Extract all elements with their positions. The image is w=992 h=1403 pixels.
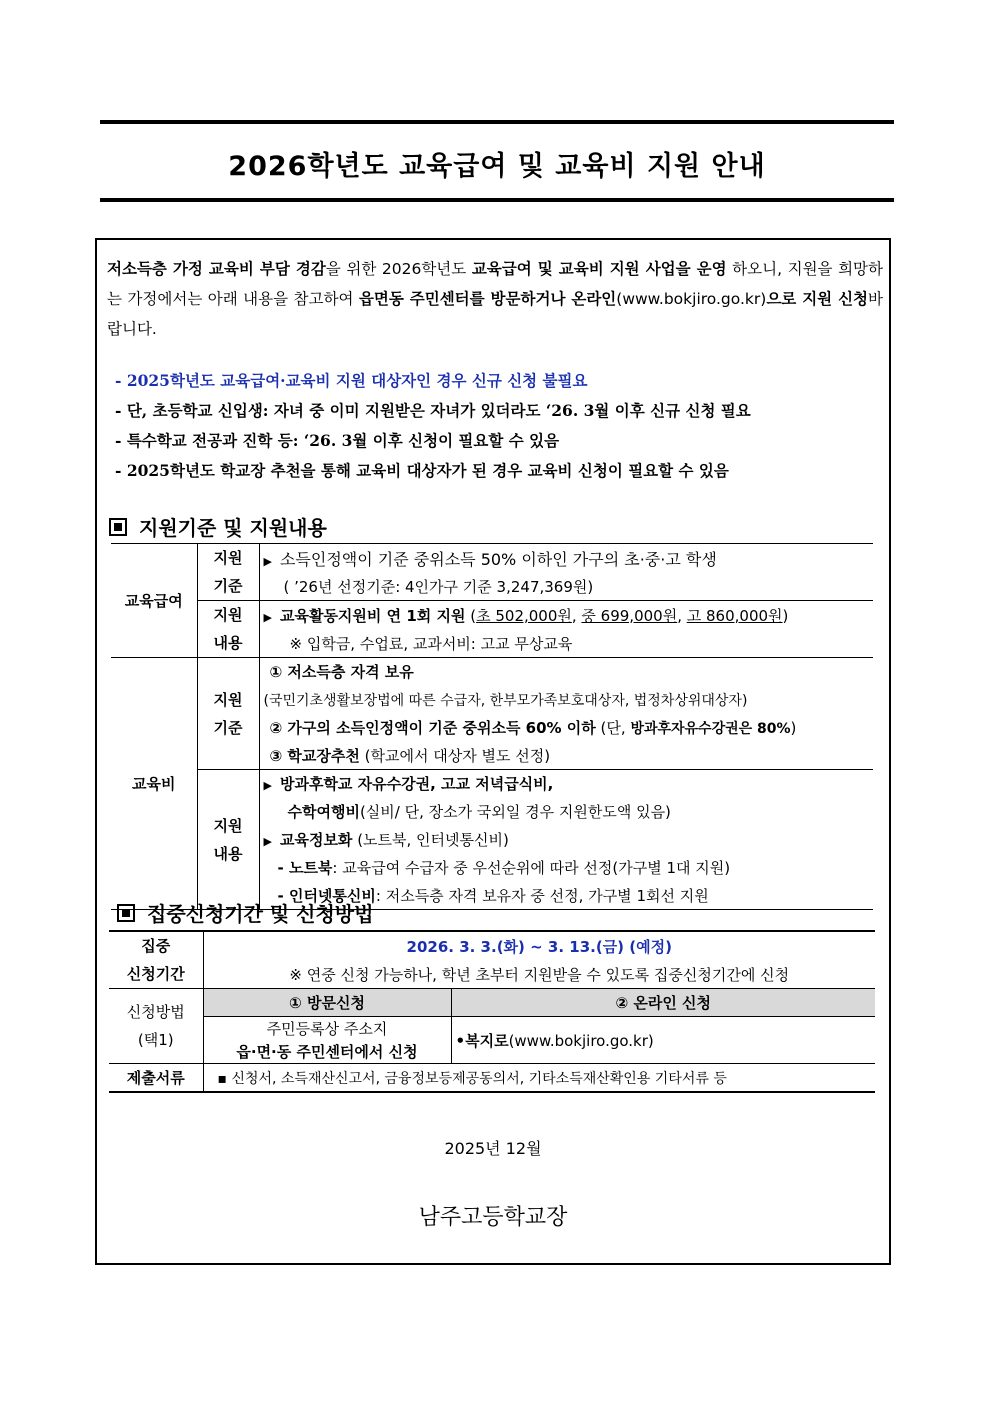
section-title: 지원기준 및 지원내용 [139,516,327,540]
edu-benefit-content-1: ▶ 교육활동지원비 연 1회 지원 (초 502,000원, 중 699,000원, 고 860,000원) [259,601,873,630]
content-bold: 수학여행비 [287,803,360,821]
period-note: ※ 연중 신청 가능하나, 학년 초부터 지원받을 수 있도록 집중신청기간에 신청 [203,960,875,989]
intro-text-1: 을 위한 2026학년도 [325,260,472,278]
online-header: ② 온라인 신청 [451,989,875,1017]
paren: (단, [595,719,631,737]
criteria-bold: 방과후자유수강권은 80% [630,721,791,737]
edu-cost-criteria-1: ① 저소득층 자격 보유 [259,658,873,686]
section-title: 집중신청기간 및 신청방법 [147,902,374,926]
intro-paragraph [107,254,883,344]
edu-cost-criteria-label: 지원 기준 [197,658,259,770]
criteria-table [111,543,873,910]
online-site [451,1017,875,1064]
criteria-text: (학교에서 대상자 별도 선정) [359,746,551,765]
online-url: (www.bokjiro.go.kr) [508,1031,654,1050]
section-heading-apply [117,898,373,927]
note-item: - 2025학년도 학교장 추천을 통해 교육비 대상자가 된 경우 교육비 신청이 필요할 수 있음 [115,461,729,480]
edu-cost-content-2 [259,798,873,826]
docs-list: ▪ 신청서, 소득재산신고서, 금융정보등제공동의서, 기타소득재산확인용 기타서류 등 [203,1064,875,1093]
paren: ( [465,606,477,625]
content-text: 방과후학교 자유수강권, 고교 저녁급식비, [279,775,554,794]
section-heading-criteria [109,512,327,541]
signature: 남주고등학교장 [418,1205,568,1230]
edu-cost-content-4 [259,854,873,882]
intro-text-2: 하오니, 지원을 희망하는 가정에서는 아래 내용을 참고하여 [107,260,884,308]
amount-middle: 중 699,000원 [581,606,678,625]
square-bullet-icon [109,518,127,536]
edu-cost-label: 교육비 [111,658,197,910]
triangle-bullet-icon: ▶ [263,554,272,568]
criteria-bold: ② 가구의 소득인정액이 기준 중위소득 60% 이하 [269,719,596,737]
content-text: : 교육급여 수급자 중 우선순위에 따라 선정(가구별 1대 지원) [332,859,731,877]
content-bold: - 노트북 [277,859,333,877]
visit-header: ① 방문신청 [203,989,451,1017]
intro-bold-1: 저소득층 가정 교육비 부담 경감 [107,260,326,278]
period-label: 집중 신청기간 [109,931,203,989]
triangle-bullet-icon: ▶ [263,779,272,793]
edu-cost-content-3 [259,826,873,854]
content-text: (노트북, 인터넷통신비) [352,831,509,849]
docs-label: 제출서류 [109,1064,203,1093]
title-block [100,120,894,202]
visit-line-2: 읍·면·동 주민센터에서 신청 [203,1039,451,1064]
square-bullet-icon [117,904,135,922]
apply-table [109,930,875,1093]
intro-bold-2: 교육급여 및 교육비 지원 사업을 운영 [471,260,727,278]
triangle-bullet-icon: ▶ [263,610,272,624]
edu-benefit-content-label: 지원 내용 [197,601,259,658]
title-top-rule [100,120,894,124]
content-bold: - 인터넷통신비 [277,886,376,905]
intro-bold-4: 으로 지원 신청 [766,290,869,308]
criteria-text: 소득인정액이 기준 중위소득 50% 이하인 가구의 초·중·고 학생 [279,549,717,569]
triangle-bullet-icon: ▶ [263,835,272,848]
note-item: - 2025학년도 교육급여·교육비 지원 대상자인 경우 신규 신청 불필요 [115,371,588,390]
edu-cost-criteria-4 [259,742,873,770]
notes-list [115,366,751,486]
criteria-bold: ③ 학교장추천 [269,746,360,765]
title-bottom-rule [100,198,894,202]
note-item: - 특수학교 전공과 진학 등: ‘26. 3월 이후 신청이 필요할 수 있음 [115,431,560,450]
paren: ) [790,719,797,737]
edu-benefit-criteria-1 [259,544,873,573]
intro-bold-3: 읍면동 주민센터를 방문하거나 온라인 [358,290,617,308]
online-bold: •복지로 [455,1031,509,1050]
edu-benefit-criteria-label: 지원 기준 [197,544,259,601]
amount-elementary: 초 502,000원 [476,606,572,625]
edu-benefit-content-2: ※ 입학금, 수업료, 교과서비: 고교 무상교육 [259,629,873,658]
method-label: 신청방법 (택1) [109,989,203,1064]
content-bold: 교육활동지원비 연 1회 지원 [279,606,466,625]
amount-high: 고 860,000원 [686,606,783,625]
visit-line-1: 주민등록상 주소지 [203,1017,451,1040]
content-text: (실비/ 단, 장소가 국외일 경우 지원한도액 있음) [359,803,671,821]
edu-cost-content-label: 지원 내용 [197,770,259,910]
note-item: - 단, 초등학교 신입생: 자녀 중 이미 지원받은 자녀가 있더라도 ‘26. 3월 이후 신규 신청 필요 [115,401,751,420]
edu-cost-content-1 [259,770,873,798]
page-title: 2026학년도 교육급여 및 교육비 지원 안내 [228,151,766,182]
edu-benefit-criteria-2: ( ’26년 선정기준: 4인가구 기준 3,247,369원) [259,572,873,601]
notice-box [95,238,891,1265]
intro-url: (www.bokjiro.go.kr) [616,290,767,308]
period-dates: 2026. 3. 3.(화) ~ 3. 13.(금) (예정) [203,931,875,960]
edu-cost-criteria-2: (국민기초생활보장법에 따른 수급자, 한부모가족보호대상자, 법정차상위대상자) [259,686,873,714]
issue-date: 2025년 12월 [444,1139,542,1158]
edu-benefit-label: 교육급여 [111,544,197,658]
content-bold: 교육정보화 [279,831,353,849]
edu-cost-criteria-3 [259,714,873,742]
intro-text-4: 바랍니다. [107,290,883,338]
content-text: : 저소득층 자격 보유자 중 선정, 가구별 1회선 지원 [375,886,709,905]
